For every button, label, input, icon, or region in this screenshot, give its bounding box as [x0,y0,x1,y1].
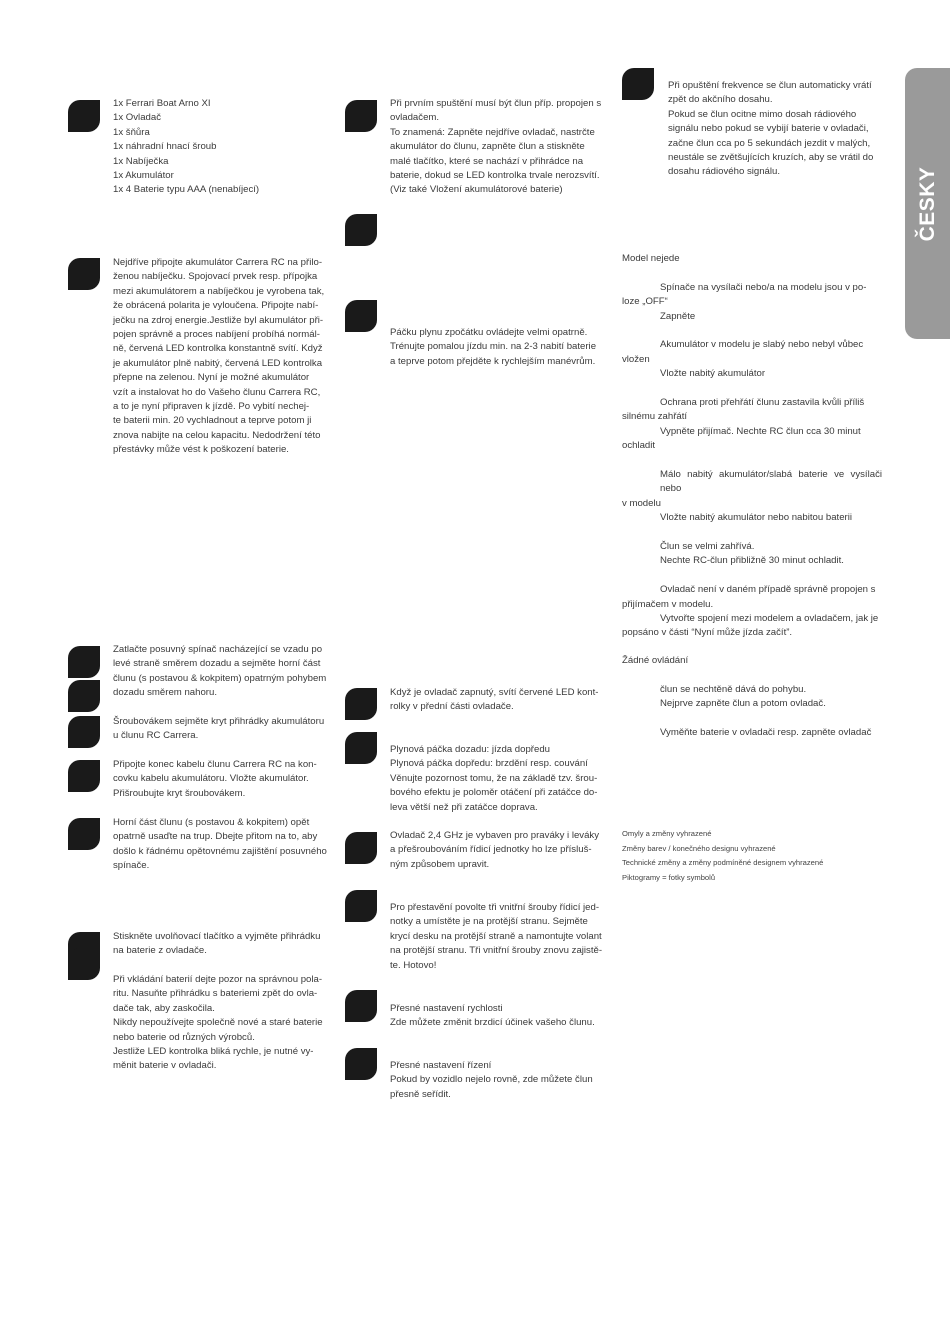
step-marker [345,1048,377,1080]
text-line: 1x Akumulátor [113,170,174,182]
text-line: ovladačem. [390,112,440,124]
trouble-title: Žádné ovládání [622,655,689,666]
step-marker [68,100,100,132]
text-line: měnit baterie v ovladači. [113,1060,217,1072]
text-line: Páčku plynu zpočátku ovládejte velmi opatrně. [390,327,588,338]
steering-paragraph [390,1059,604,1102]
disclaimer-notes [622,827,882,885]
trouble-title: Model nejede [622,253,680,264]
text-line: Nechte RC-člun přibližně 30 minut ochladit. [660,555,844,567]
text-line: a teprve potom přejděte k rychlejším manévrům. [390,355,596,367]
step-marker [68,818,100,850]
text-line: dozadu směrem nahoru. [113,687,217,699]
text-line: Stiskněte uvolňovací tlačítko a vyjměte přihrádku [113,931,321,942]
text-line: mezi akumulátorem a nabíječkou je vyrobena tak, [113,285,325,297]
text-line: levé straně směrem dozadu a sejměte horní část [113,658,321,670]
text-line: spínače. [113,860,150,872]
text-line: Plynová páčka dozadu: jízda dopředu [390,744,551,755]
language-tab [905,68,950,339]
text-line: Změny barev / konečného designu vyhrazené [622,843,776,853]
text-line: na baterie z ovladače. [113,945,207,957]
text-line: Vložte nabitý akumulátor [660,368,766,380]
insert-batteries-paragraph [113,973,327,1074]
slide-switch-paragraph [113,643,327,701]
range-paragraph [668,79,882,180]
step-marker [622,68,654,100]
text-line: rolky v přední části ovladače. [390,701,514,713]
text-line: nebo baterie od různých výrobců. [113,1031,255,1043]
text-line: Přesné nastavení řízení [390,1060,492,1071]
text-line: přestávky může vést k poškození baterie. [113,444,289,456]
trouble-model-not-moving [622,252,882,641]
text-line: u člunu RC Carrera. [113,730,199,742]
text-line: Zatlačte posuvný spínač nacházející se vzadu po [113,644,323,655]
text-line: bového efektu je poloměr otáčení při zatáčce do- [390,787,598,799]
text-line: malé tlačítko, které se nachází v přihrádce na [390,155,584,167]
text-line: 1x 4 Baterie typu AAA (nenabíjecí) [113,184,260,196]
led-paragraph [390,686,604,715]
text-line: Málo nabitý akumulátor/slabá baterie ve vysílači nebo [660,469,882,495]
text-line: 1x Ovladač [113,112,161,124]
step-marker [68,258,100,290]
step-marker [345,990,377,1022]
text-line: Vypněte přijímač. Nechte RC člun cca 30 minut [660,425,861,437]
text-line: ným způsobem upravit. [390,858,490,870]
text-line: Pokud se člun ocitne mimo dosah rádiového [668,108,857,120]
step-marker [345,732,377,764]
throttle-paragraph [390,326,604,369]
text-line: Při vkládání baterií dejte pozor na správnou pola- [113,974,323,985]
text-line: Pokud by vozidlo nejelo rovně, zde můžete člun [390,1074,593,1086]
text-line: Jestliže LED kontrolka bliká rychle, je nutné vy- [113,1046,314,1058]
text-line: ritu. Nasuňte přihrádku s bateriemi zpět do ovla- [113,988,318,1000]
first-start-paragraph [390,97,604,198]
text-line: akumulátor do člunu, zapněte člun a stiskněte [390,141,585,153]
text-line: Pro přestavění povolte tři vnitřní šrouby řídicí jed- [390,902,600,913]
text-line: přesně seřídit. [390,1088,451,1100]
text-line: loze „OFF“ [622,296,668,308]
text-line: covku kabelu akumulátoru. Vložte akumulátor. [113,773,309,785]
text-line: vzít a instalovat ho do Vašeho člunu Carrera RC, [113,386,321,398]
text-line: ženou nabíječku. Spojovací prvek resp. přípojka [113,271,318,283]
text-line: začne člun cca po 5 sekundách jezdit v malých, [668,137,871,149]
text-line: Vyměňte baterie v ovladači resp. zapněte ovladač [660,727,872,738]
text-line: 1x šňůra [113,126,150,138]
text-line: baterie, dokud se LED kontrolka trvale nerozsvítí. [390,170,600,182]
text-line: krycí desku na protější straně a namontujte volant [390,930,602,942]
text-line: Ovladač 2,4 GHz je vybaven pro praváky i leváky [390,830,600,841]
text-line: ochladit [622,440,656,452]
text-line: popsáno v části “Nyní může jízda začít”. [622,627,793,639]
text-line: přijímačem v modelu. [622,598,714,610]
step-marker [345,688,377,720]
text-line: silnému zahřátí [622,411,688,423]
text-line: 1x Nabíječka [113,155,169,167]
text-line: To znamená: Zapněte nejdříve ovladač, nastrčte [390,126,595,138]
text-line: Zapněte [660,310,696,322]
step-marker [68,716,100,748]
text-line: že obrácená polarita je vyloučena. Připojte nabí- [113,300,319,312]
convert-paragraph [390,901,604,973]
step-marker [345,300,377,332]
step-marker [68,760,100,792]
text-line: došlo k řádnému opětovnému zajištění posuvného [113,845,327,857]
text-line: dosahu rádiového signálu. [668,166,781,178]
text-line: Ochrana proti přehřátí člunu zastavila kvůli příliš [660,397,865,409]
text-line: Nejdříve připojte akumulátor Carrera RC na přilo- [113,257,323,268]
text-line: Zde můžete změnit brzdicí účinek vašeho člunu. [390,1017,595,1029]
text-line: Horní část člunu (s postavou & kokpitem) opět [113,817,310,828]
text-line: notky a umístěte je na protější stranu. Sejměte [390,916,588,928]
text-line: neustále se zvětšujících kruzích, aby se vrátil do [668,152,874,164]
text-line: Nikdy nepoužívejte společně nové a staré baterie [113,1017,323,1029]
text-line: a to je nyní připraven k jízdě. Po vybití nechej- [113,401,310,413]
text-line: opatrně usaďte na trup. Dbejte přitom na to, aby [113,831,318,843]
text-line: te. Hotovo! [390,959,437,971]
step-marker [68,646,100,678]
text-line: Přišroubujte kryt šroubovákem. [113,787,246,799]
text-line: Trénujte pomalou jízdu min. na 2-3 nabití baterie [390,341,597,353]
text-line: a přešroubováním řídicí jednotky ho lze přísluš- [390,844,592,856]
text-line: (Viz také Vložení akumulátorové baterie) [390,184,563,196]
trouble-no-control [622,654,882,740]
text-line: leva větší než při zatáčce doprava. [390,801,538,813]
text-line: znova nabijte na celou kapacitu. Nedodržení této [113,429,321,441]
step-marker [345,890,377,922]
contents-list [113,97,333,198]
text-line: Při opuštění frekvence se člun automaticky vrátí [668,80,872,91]
text-line: ječku na zdroj energie.Jestliže byl akumulátor při- [113,314,324,326]
text-line: pojen správně a proces nabíjení probíhá normál- [113,329,320,341]
step-marker [68,948,100,980]
text-line: dače tak, aby zaskočila. [113,1002,215,1014]
step-marker [345,214,377,246]
text-line: Vložte nabitý akumulátor nebo nabitou baterii [660,512,852,524]
text-line: Šroubovákem sejměte kryt přihrádky akumulátoru [113,716,325,727]
speed-paragraph [390,1002,604,1031]
text-line: Věnujte pozornost tomu, že na základě tzv. šrou- [390,772,598,784]
release-button-paragraph [113,930,327,959]
text-line: Spínače na vysílači nebo/a na modelu jsou v po- [660,281,867,293]
text-line: Vytvořte spojení mezi modelem a ovladačem, jak je [660,613,879,625]
text-line: Plynová páčka dopředu: brzdění resp. couvání [390,758,588,770]
text-line: vložen [622,353,650,365]
screw-cover-paragraph [113,715,327,744]
text-line: přepne na zelenou. Nyní je možné akumulátor [113,372,310,384]
text-line: ně, červená LED kontrolka konstantně svítí. Když [113,343,323,355]
lever-paragraph [390,743,604,815]
ghz-paragraph [390,829,604,872]
text-line: Nejprve zapněte člun a potom ovladač. [660,698,826,710]
text-line: signálu nebo pokud se vybijí baterie v ovladači, [668,123,869,135]
text-line: Technické změny a změny podmíněné designem vyhrazené [622,858,824,867]
text-line: Při prvním spuštění musí být člun příp. propojen s [390,98,602,109]
text-line: na protější stranu. Tři vnitřní šrouby znovu zajistě- [390,945,603,957]
text-line: te baterii min. 20 vychladnout a teprve potom ji [113,415,312,427]
text-line: Ovladač není v daném případě správně propojen s [660,584,876,596]
text-line: je akumulátor plně nabitý, červená LED kontrolka [113,357,323,369]
text-line: Akumulátor v modelu je slabý nebo nebyl vůbec [660,339,864,351]
step-marker [68,680,100,712]
top-part-paragraph [113,816,327,874]
text-line: v modelu [622,497,661,509]
text-line: člunu (s postavou & kokpitem) opatrným pohybem [113,672,327,684]
step-marker [345,100,377,132]
text-line: zpět do akčního dosahu. [668,94,773,106]
language-tab-label: ČESKY [915,166,939,241]
text-line: 1x Ferrari Boat Arno XI [113,98,211,109]
text-line: Omyly a změny vyhrazené [622,829,712,838]
connect-cable-paragraph [113,758,327,801]
text-line: Člun se velmi zahřívá. [660,541,755,553]
text-line: 1x náhradní hnací šroub [113,141,217,153]
text-line: Připojte konec kabelu člunu Carrera RC na kon- [113,759,317,770]
text-line: člun se nechtěně dává do pohybu. [660,683,807,695]
text-line: Přesné nastavení rychlosti [390,1003,503,1014]
step-marker [345,832,377,864]
text-line: Když je ovladač zapnutý, svítí červené LED kont- [390,687,599,698]
text-line: Piktogramy = fotky symbolů [622,872,716,882]
charging-paragraph [113,256,327,458]
